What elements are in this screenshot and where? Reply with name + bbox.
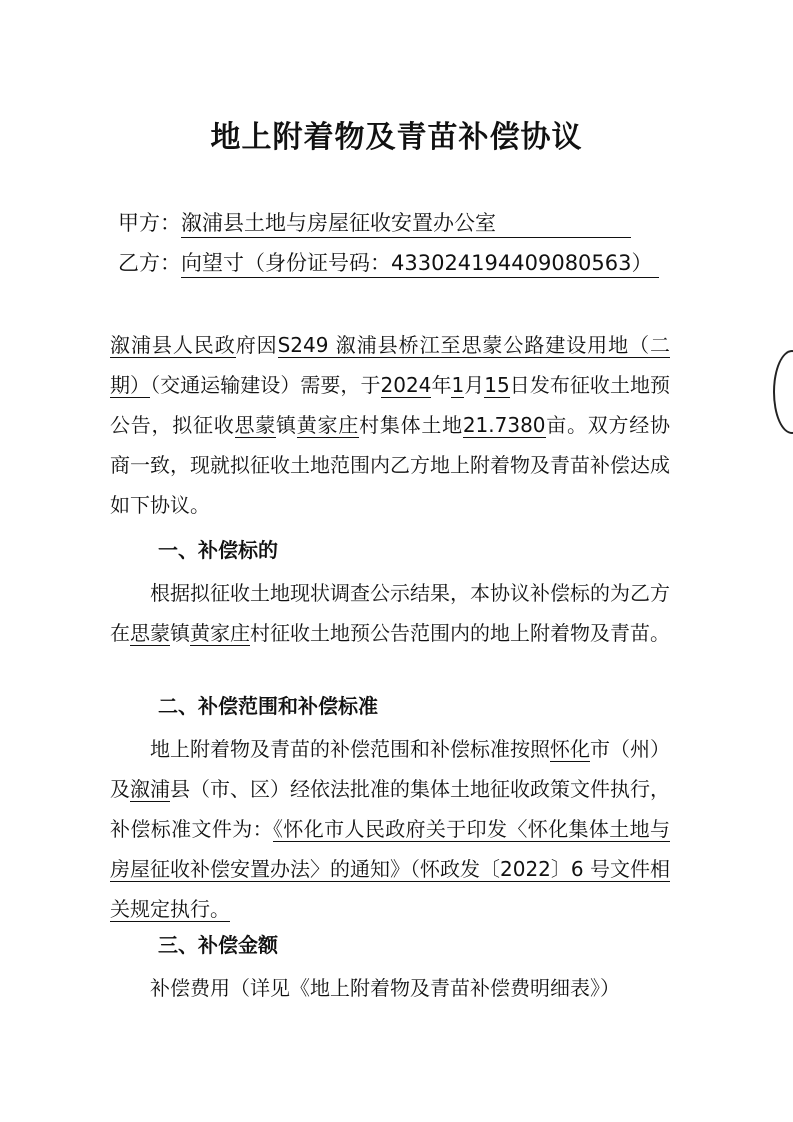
text: 年: [431, 373, 452, 397]
text: 日发布征收土地预公告，拟征收: [110, 373, 671, 437]
text: 市（州）及: [110, 737, 670, 801]
document-title: 地上附着物及青苗补偿协议: [210, 120, 583, 155]
text: 月: [464, 373, 485, 397]
text: 根据拟征收土地现状调查公示结果，本协议补偿标的为乙方在: [110, 581, 670, 645]
month: 1: [451, 373, 465, 397]
section-3-paragraph: [110, 968, 670, 1008]
section-2-heading: 二、补偿范围和补偿标准: [158, 694, 378, 718]
party-b-label: 乙方：: [118, 251, 181, 275]
city-name: 怀化: [550, 737, 590, 761]
project-name: S249 溆浦县桥江至思蒙公路建设用地（二期）: [110, 333, 671, 397]
text: （交通运输建设）需要，于: [150, 373, 381, 397]
text: 地上附着物及青苗的补偿范围和补偿标准按照: [150, 737, 550, 761]
section-2-paragraph: [110, 729, 670, 929]
town-name: 思蒙: [130, 621, 170, 645]
county-gov: 溆浦县人民政: [110, 333, 236, 357]
town-name: 思蒙: [234, 413, 277, 437]
party-a-line: [118, 207, 631, 238]
text: 镇: [276, 413, 297, 437]
text: 县（市、区）经依法批准的集体土地征收政策文件执行，补偿标准文件为：: [110, 777, 670, 841]
policy-document: 《怀化市人民政府关于印发〈怀化集体土地与房屋征收补偿安置办法〉的通知》（怀政发〔2022〕6 号文件相关规定执行。: [110, 817, 671, 921]
intro-paragraph: [110, 325, 670, 525]
section-3-heading: 三、补偿金额: [158, 933, 278, 957]
seal-edge-mark: [773, 350, 793, 434]
village-name: 黄家庄: [190, 621, 250, 645]
party-b-value: 向望寸（身份证号码：433024194409080563）: [181, 247, 659, 278]
party-a-label: 甲方：: [118, 211, 181, 235]
party-a-value: 溆浦县土地与房屋征收安置办公室: [181, 207, 631, 238]
village-name: 黄家庄: [296, 413, 360, 437]
text: 补偿费用（详见《地上附着物及青苗补偿费明细表》）: [150, 976, 620, 1000]
section-1-paragraph: [110, 573, 670, 653]
text: 镇: [170, 621, 190, 645]
county-name: 溆浦: [130, 777, 170, 801]
year: 2024: [380, 373, 432, 397]
section-1-heading: 一、补偿标的: [158, 538, 278, 562]
text: 亩。双方经协商一致，现就拟征收土地范围内乙方地上附着物及青苗补偿达成如下协议。: [110, 413, 671, 517]
text: 府因: [235, 333, 278, 357]
day: 15: [484, 373, 510, 397]
party-b-line: [118, 247, 659, 278]
text: 村集体土地: [359, 413, 463, 437]
text: 村征收土地预公告范围内的地上附着物及青苗。: [250, 621, 670, 645]
land-area: 21.7380: [462, 413, 546, 437]
